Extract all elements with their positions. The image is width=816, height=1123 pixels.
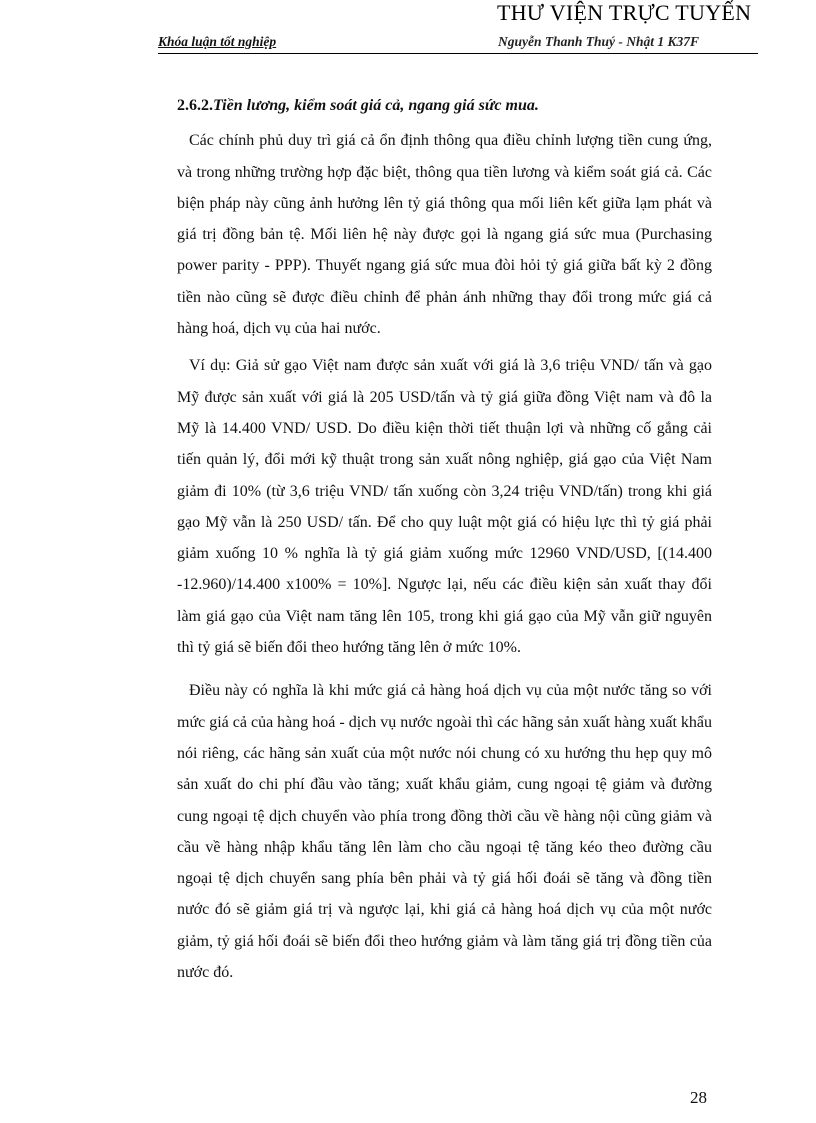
- section-title: Tiền lương, kiểm soát giá cả, ngang giá sức mua.: [213, 97, 539, 114]
- section-heading: [177, 90, 712, 121]
- header-rule: [158, 53, 758, 54]
- header-left-text: Khóa luận tốt nghiệp: [158, 34, 277, 49]
- paragraph-1: Các chính phủ duy trì giá cả ổn định thông qua điều chỉnh lượng tiền cung ứng, và trong những trường hợp đặc biệt, thông qua tiền lương và kiểm soát giá cả. Các biện pháp này cũng ảnh hưởng lên tỷ giá thông qua mối liên kết giữa lạm phát và giá trị đồng bản tệ. Mối liên hệ này được gọi là ngang giá sức mua (Purchasing power parity - PPP). Thuyết ngang giá sức mua đòi hỏi tỷ giá giữa bất kỳ 2 đồng tiền nào cũng sẽ được điều chỉnh để phản ánh những thay đổi trong mức giá cả hàng hoá, dịch vụ của hai nước.: [177, 132, 712, 338]
- section-number: 2.6.2.: [177, 97, 213, 114]
- paragraph-2: Ví dụ: Giả sử gạo Việt nam được sản xuất với giá là 3,6 triệu VND/ tấn và gạo Mỹ được sản xuất với giá là 205 USD/tấn và tỷ giá giữa đồng Việt nam và đô la Mỹ là 14.400 VND/ USD. Do điều kiện thời tiết thuận lợi và những cố gắng cải tiến quản lý, đổi mới kỹ thuật trong sản xuất nông nghiệp, giá gạo của Việt Nam giảm đi 10% (từ 3,6 triệu VND/ tấn xuống còn 3,24 triệu VND/tấn) trong khi giá gạo Mỹ vẫn là 250 USD/ tấn. Để cho quy luật một giá có hiệu lực thì tỷ giá phải giảm xuống 10 % nghĩa là tỷ giá giảm xuống mức 12960 VND/USD, [(14.400 -12.960)/14.400 x100% = 10%]. Ngược lại, nếu các điều kiện sản xuất thay đổi làm giá gạo của Việt nam tăng lên 105, trong khi giá gạo của Mỹ vẫn giữ nguyên thì tỷ giá sẽ biến đổi theo hướng tăng lên ở mức 10%.: [177, 357, 712, 657]
- document-body: [177, 90, 712, 994]
- header-right-text: Nguyễn Thanh Thuý - Nhật 1 K37F: [498, 34, 700, 49]
- paragraph-3: Điều này có nghĩa là khi mức giá cả hàng hoá dịch vụ của một nước tăng so với mức giá cả của hàng hoá - dịch vụ nước ngoài thì các hãng sản xuất hàng xuất khẩu nói riêng, các hãng sản xuất của một nước nói chung có xu hướng thu hẹp quy mô sản xuất do chi phí đầu vào tăng; xuất khẩu giảm, cung ngoại tệ giảm và đường cung ngoại tệ dịch chuyển vào phía trong đồng thời cầu về hàng nội cũng giảm và cầu về hàng nhập khẩu tăng lên làm cho cầu ngoại tệ tăng kéo theo đường cầu ngoại tệ dịch chuyển sang phía bên phải và tỷ giá hối đoái sẽ tăng và đồng tiền nước đó sẽ giảm giá trị và ngược lại, khi giá cả hàng hoá dịch vụ của một nước giảm, tỷ giá hối đoái sẽ biến đổi theo hướng giảm và làm tăng giá trị đồng tiền của nước đó.: [177, 682, 712, 982]
- page-number: 28: [690, 1088, 707, 1107]
- watermark-text: THƯ VIỆN TRỰC TUYẾN: [497, 0, 752, 25]
- page-header: [158, 30, 758, 54]
